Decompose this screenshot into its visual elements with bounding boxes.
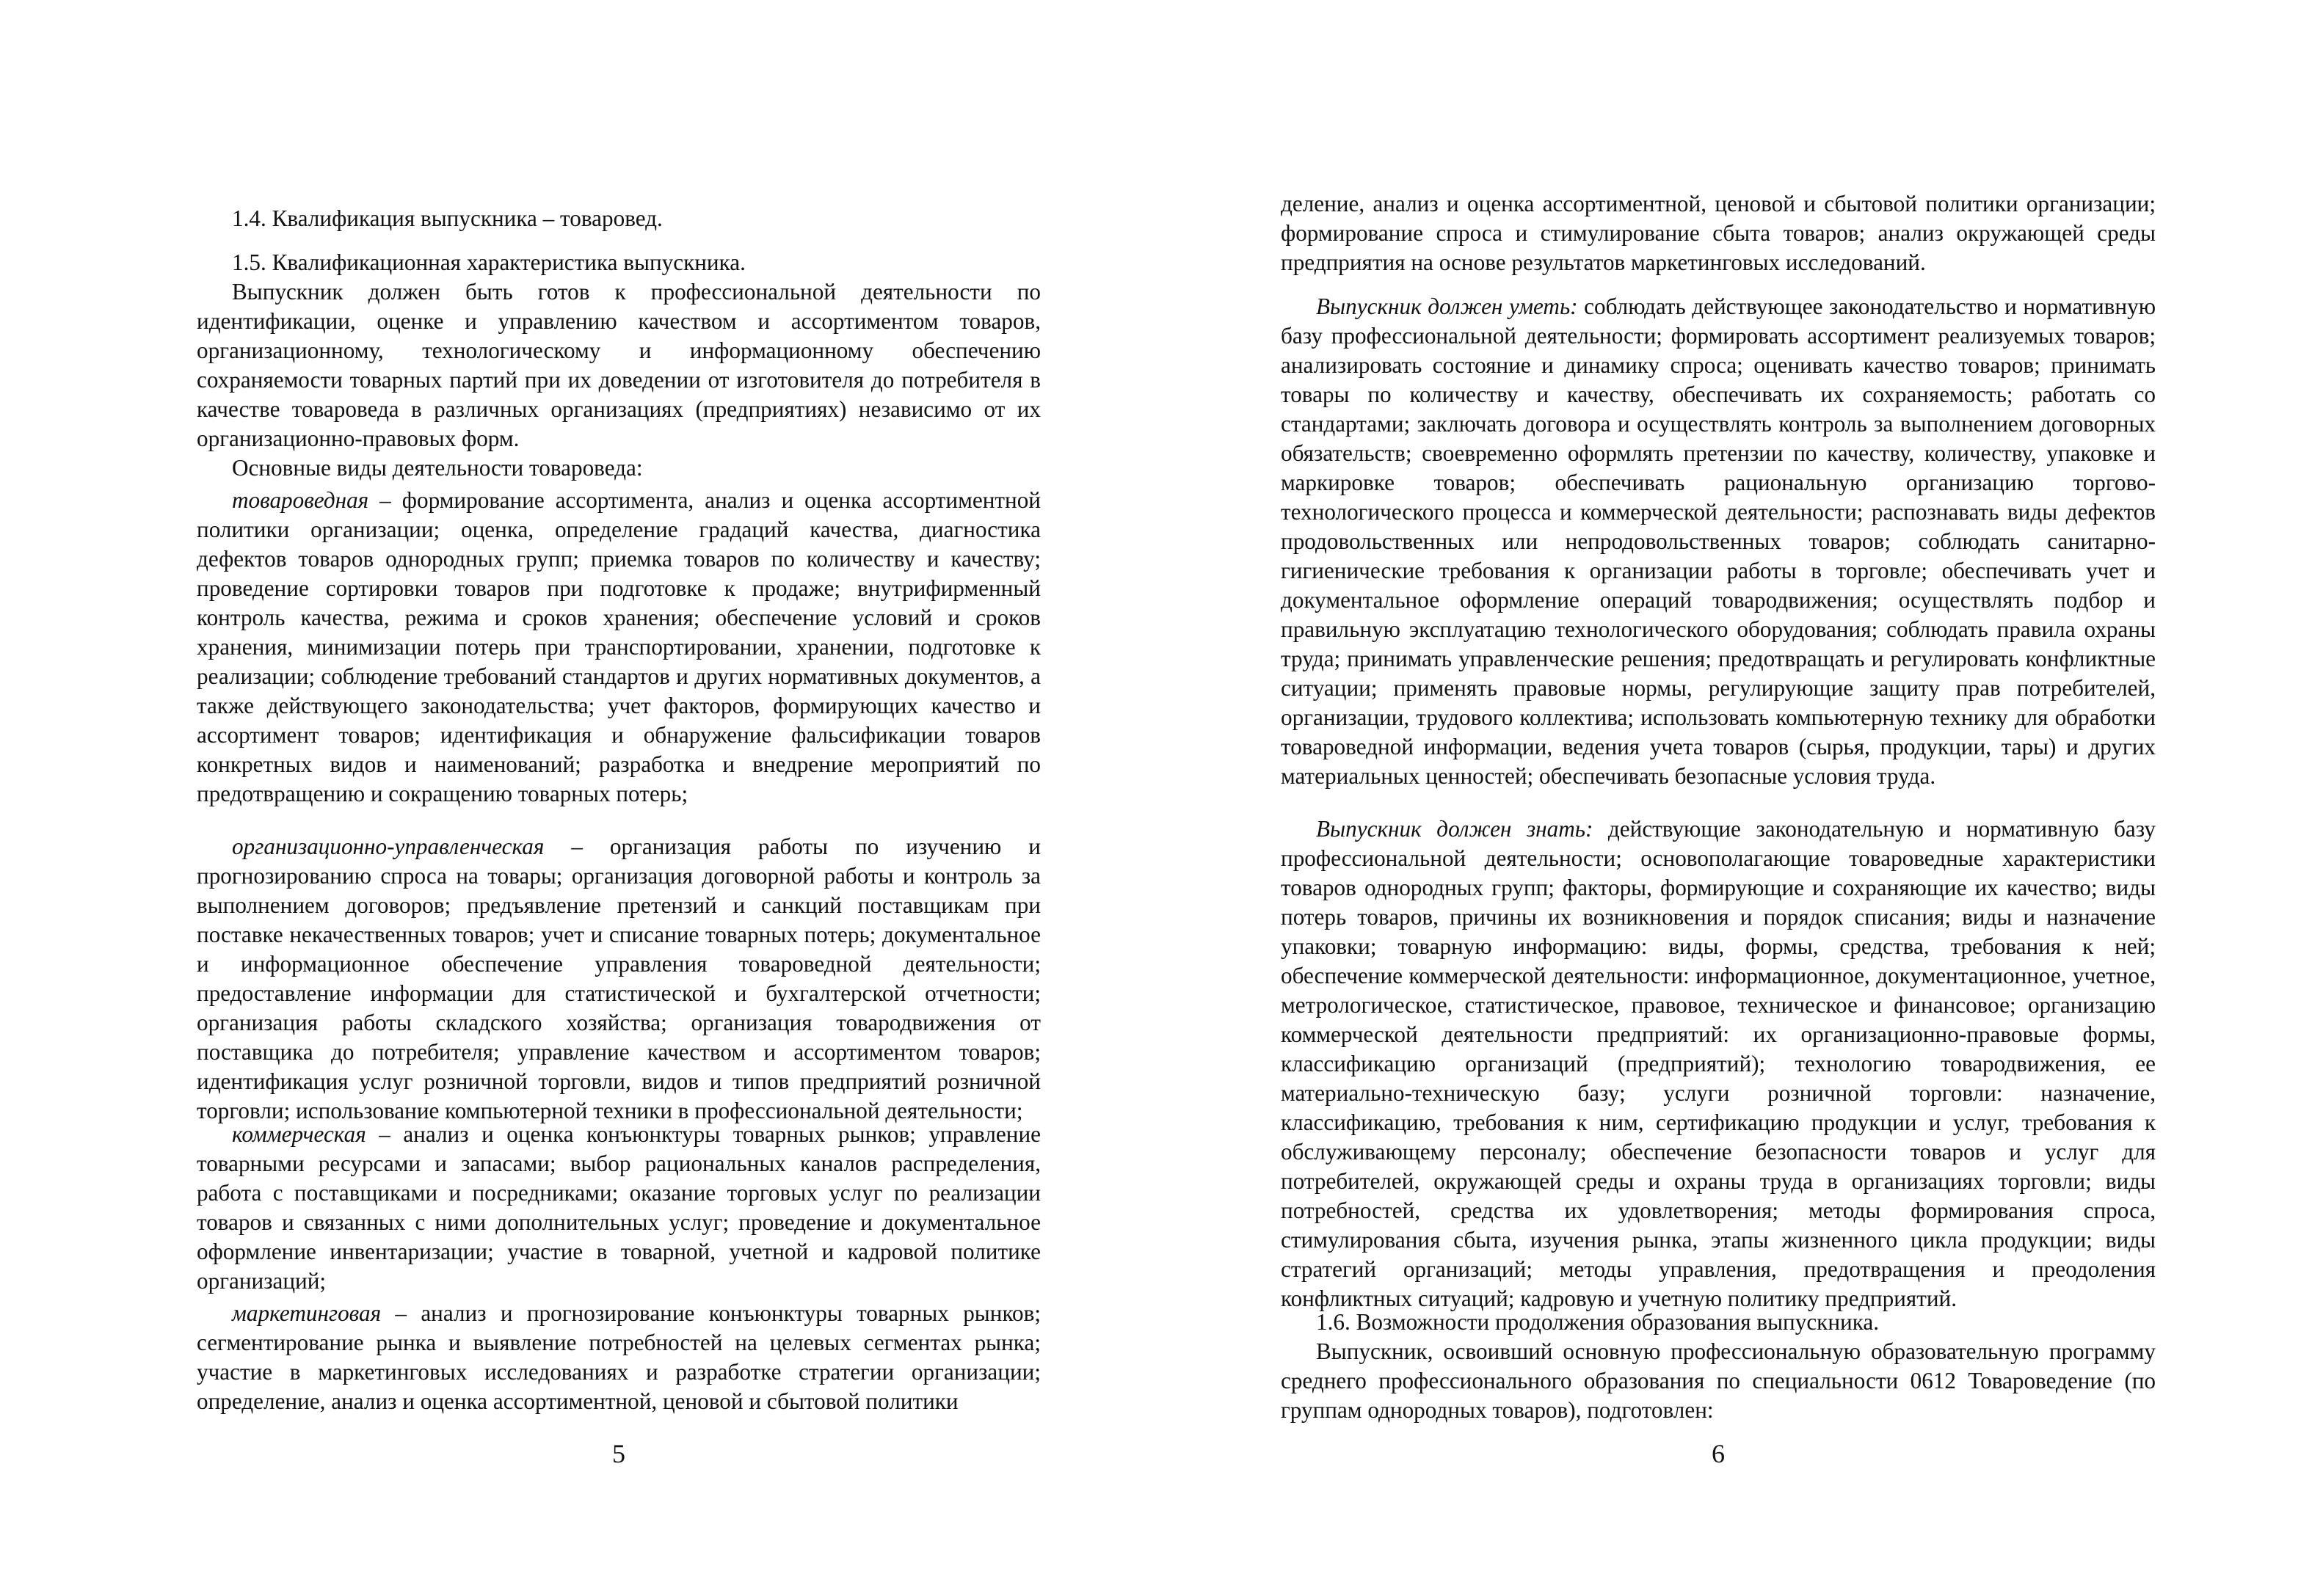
marketing-continuation bbox=[1281, 189, 2156, 277]
activity-commodity bbox=[197, 486, 1041, 809]
section-1-4-heading: 1.4. Квалификация выпускника – товаровед. bbox=[232, 205, 663, 231]
activity-term: коммерческая bbox=[232, 1121, 366, 1147]
page-number-left: 5 bbox=[612, 1439, 625, 1468]
activity-term: организационно-управленческая bbox=[232, 834, 545, 859]
must-do-block bbox=[1281, 292, 2156, 791]
page-number-right: 6 bbox=[1712, 1439, 1725, 1468]
activity-organizational bbox=[197, 832, 1041, 1126]
section-1-5-heading: 1.5. Квалификационная характеристика выпускника. bbox=[232, 249, 746, 275]
activity-paragraph bbox=[197, 1299, 1041, 1416]
section-1-6-heading: 1.6. Возможности продолжения образования выпускника. bbox=[1316, 1309, 1880, 1335]
activity-paragraph bbox=[197, 832, 1041, 1126]
must-know-term: Выпускник должен знать: bbox=[1316, 816, 1593, 842]
section-1-6 bbox=[1281, 1308, 2156, 1425]
must-do-text: соблюдать действующее законодательство и нормативную базу профессиональной деятельности; формировать ассортимент реализуемых товаров; анализировать состояние и динамику спроса; оценивать качество товаров; принимать товары по количеству и качеству, обеспечивать их сохраняемость; работать со стандартами; заключать договора и осуществлять контроль за выполнением договорных обязательств; своевременно оформлять претензии по качеству, количеству, упаковке и маркировке товаров; обеспечивать рациональную организацию торгово-технологического процесса и коммерческой деятельности; распознавать виды дефектов продовольственных или непродовольственных товаров; соблюдать санитарно-гигиенические требования к организации работы в торговле; обеспечивать учет и документальное оформление операций товародвижения; осуществлять подбор и правильную эксплуатацию технологического оборудования; соблюдать правила охраны труда; принимать управленческие решения; предотвращать и регулировать конфликтные ситуации; применять правовые нормы, регулирующие защиту прав потребителей, организации, трудового коллектива; использовать компьютерную технику для обработки товароведной информации, ведения учета товаров (сырья, продукции, тары) и других материальных ценностей; обеспечивать безопасные условия труда. bbox=[1281, 294, 2156, 789]
activity-commercial bbox=[197, 1120, 1041, 1296]
activity-text: – формирование ассортимента, анализ и оценка ассортиментной политики организации; оценка, определение градаций качества, диагностика дефектов товаров однородных групп; приемка товаров по количеству и качеству; проведение сортировки товаров при подготовке к продаже; внутрифирменный контроль качества, режима и сроков хранения; обеспечение условий и сроков хранения, минимизации потерь при транспортировании, хранении, подготовке к реализации; соблюдение требований стандартов и других нормативных документов, а также действующего законодательства; учет факторов, формирующих качество и ассортимент товаров; идентификация и обнаружение фальсификации товаров конкретных видов и наименований; разработка и внедрение мероприятий по предотвращению и сокращению товарных потерь; bbox=[197, 487, 1041, 806]
activity-term: товароведная bbox=[232, 487, 369, 513]
activity-paragraph bbox=[197, 486, 1041, 809]
activity-text: – организация работы по изучению и прогнозированию спроса на товары; организация договорной работы и контроль за выполнением договоров; предъявление претензий и санкций поставщикам при поставке некачественных товаров; учет и списание товарных потерь; документальное и информационное обеспечение управления товароведной деятельности; предоставление информации для статистической и бухгалтерской отчетности; организация работы складского хозяйства; организация товародвижения от поставщика до потребителя; управление качеством и ассортиментом товаров; идентификация услуг розничной торговли, видов и типов предприятий розничной торговли; использование компьютерной техники в профессиональной деятельности; bbox=[197, 834, 1041, 1123]
activity-text: – анализ и оценка конъюнктуры товарных рынков; управление товарными ресурсами и запасами; выбор рациональных каналов распределения, работа с поставщиками и посредниками; оказание торговых услуг по реализации товаров и связанных с ними дополнительных услуг; проведение и документальное оформление инвентаризации; участие в товарной, учетной и кадровой политике организаций; bbox=[197, 1121, 1041, 1294]
must-know-block bbox=[1281, 815, 2156, 1313]
intro-paragraph: Выпускник должен быть готов к профессиональной деятельности по идентификации, оценке и управлению качеством и ассортиментом товаров, организационному, технологическому и информационному обеспечению сохраняемости товарных партий при их доведении от изготовителя до потребителя в качестве товароведа в различных организациях (предприятиях) независимо от их организационно-правовых форм. bbox=[197, 279, 1041, 451]
activity-paragraph bbox=[197, 1120, 1041, 1296]
activity-text: – анализ и прогнозирование конъюнктуры товарных рынков; сегментирование рынка и выявление потребностей на целевых сегментах рынка; участие в маркетинговых исследованиях и разработке стратегии организации; определение, анализ и оценка ассортиментной, ценовой и сбытовой политики bbox=[197, 1300, 1041, 1414]
section-1-4 bbox=[197, 204, 1041, 233]
section-1-6-text: Выпускник, освоивший основную профессиональную образовательную программу среднего профессионального образования по специальности 0612 Товароведение (по группам однородных товаров), подготовлен: bbox=[1281, 1338, 2156, 1423]
activity-marketing bbox=[197, 1299, 1041, 1416]
activity-term: маркетинговая bbox=[232, 1300, 382, 1326]
kinds-heading: Основные виды деятельности товароведа: bbox=[232, 455, 643, 481]
section-1-5 bbox=[197, 248, 1041, 483]
continuation-paragraph: деление, анализ и оценка ассортиментной, ценовой и сбытовой политики организации; формирование спроса и стимулирование сбыта товаров; анализ окружающей среды предприятия на основе результатов маркетинговых исследований. bbox=[1281, 191, 2156, 275]
must-do-paragraph bbox=[1281, 292, 2156, 791]
must-do-term: Выпускник должен уметь: bbox=[1316, 294, 1578, 319]
must-know-paragraph bbox=[1281, 815, 2156, 1313]
must-know-text: действующие законодательную и нормативную базу профессиональной деятельности; основополагающие товароведные характеристики товаров однородных групп; факторы, формирующие и сохраняющие их качество; виды потерь товаров, причины их возникновения и порядок списания; виды и назначение упаковки; товарную информацию: виды, формы, средства, требования к ней; обеспечение коммерческой деятельности: информационное, документационное, учетное, метрологическое, статистическое, правовое, техническое и финансовое; организацию коммерческой деятельности предприятий: их организационно-правовые формы, классификацию организаций (предприятий); технологию товародвижения, ее материально-техническую базу; услуги розничной торговли: назначение, классификацию, требования к ним, сертификацию продукции и услуг, требования к обслуживающему персоналу; обеспечение безопасности товаров и услуг для потребителей, окружающей среды и охраны труда в организациях торговли; виды потребностей, средства их удовлетворения; методы формирования спроса, стимулирования сбыта, изучения рынка, этапы жизненного цикла продукции; виды стратегий организаций; методы управления, предотвращения и преодоления конфликтных ситуаций; кадровую и учетную политику предприятий. bbox=[1281, 816, 2156, 1311]
